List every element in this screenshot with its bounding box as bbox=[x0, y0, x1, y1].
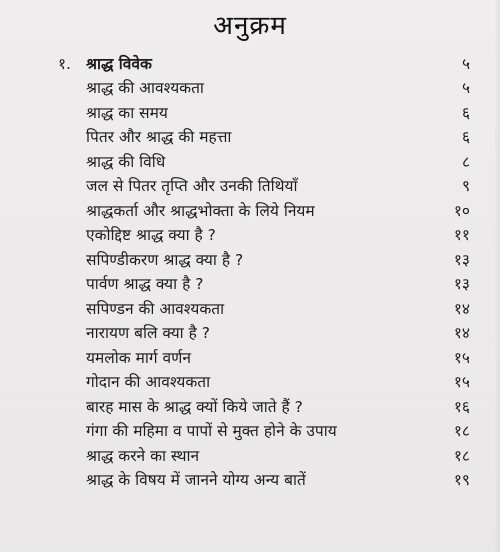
toc-entry bbox=[0, 150, 500, 174]
chapter-page-number: ५ bbox=[461, 55, 470, 73]
toc-entry-label: पार्वण श्राद्ध क्या है ? bbox=[86, 275, 204, 293]
toc-entry bbox=[0, 468, 500, 492]
toc-entry-page: १९ bbox=[453, 471, 470, 489]
toc-entry bbox=[0, 297, 500, 321]
toc-entry bbox=[0, 444, 500, 468]
toc-entry-label: श्राद्ध के विषय में जानने योग्य अन्य बातें bbox=[86, 471, 306, 489]
toc-entry-label: यमलोक मार्ग वर्णन bbox=[86, 348, 191, 367]
toc-entry-label: सपिण्डीकरण श्राद्ध क्या है ? bbox=[86, 250, 244, 269]
toc-entry bbox=[0, 321, 500, 345]
toc-entry-page: ६ bbox=[461, 128, 470, 146]
toc-entry-label: बारह मास के श्राद्ध क्यों किये जाते हैं ? bbox=[86, 397, 303, 416]
chapter-title: श्राद्ध विवेक bbox=[86, 55, 152, 73]
toc-entry-label: गोदान की आवश्यकता bbox=[86, 373, 211, 391]
toc-entry-page: १५ bbox=[453, 348, 470, 367]
toc-entry bbox=[0, 395, 500, 419]
toc-entry bbox=[0, 223, 500, 247]
toc-entry-page: ९ bbox=[461, 177, 470, 195]
toc-entry bbox=[0, 101, 500, 125]
toc-entry-page: १८ bbox=[453, 446, 470, 465]
toc-entry-page: १३ bbox=[453, 275, 470, 293]
toc-entry-label: एकोद्दिष्ट श्राद्ध क्या है ? bbox=[86, 226, 216, 244]
toc-entry-page: ११ bbox=[453, 226, 470, 244]
toc-entry bbox=[0, 248, 500, 272]
toc-entry-page: १८ bbox=[453, 422, 470, 440]
toc-entry-page: १४ bbox=[453, 299, 470, 318]
toc-entry-label: श्राद्ध की विधि bbox=[86, 152, 166, 171]
toc-entry-page: ६ bbox=[461, 103, 470, 122]
toc-entry bbox=[0, 346, 500, 370]
toc-entry-label: पितर और श्राद्ध की महत्ता bbox=[86, 128, 232, 146]
toc-entry-label: श्राद्ध का समय bbox=[86, 103, 168, 122]
toc-entry-label: सपिण्डन की आवश्यकता bbox=[86, 299, 225, 318]
toc-entry-label: गंगा की महिमा व पापों से मुक्त होने के उपाय bbox=[86, 422, 337, 440]
toc-entry-page: १४ bbox=[453, 324, 470, 342]
toc-entry bbox=[0, 76, 500, 100]
toc-entry bbox=[0, 370, 500, 394]
chapter-number: १. bbox=[58, 55, 71, 73]
toc-entry-label: श्राद्ध करने का स्थान bbox=[86, 446, 200, 465]
page-title: अनुक्रम bbox=[213, 11, 287, 41]
page-edge-shadow bbox=[494, 0, 500, 552]
toc-entry bbox=[0, 272, 500, 296]
toc-entry-page: ८ bbox=[461, 152, 470, 171]
toc-entry-page: १६ bbox=[453, 397, 470, 416]
toc-entry bbox=[0, 174, 500, 198]
toc-entry-page: १३ bbox=[453, 250, 470, 269]
toc-entry-label: जल से पितर तृप्ति और उनकी तिथियाँ bbox=[86, 177, 298, 195]
toc-entry bbox=[0, 125, 500, 149]
toc-entry-page: १५ bbox=[453, 373, 470, 391]
toc-entry-label: श्राद्ध की आवश्यकता bbox=[86, 79, 204, 97]
toc-entry bbox=[0, 419, 500, 443]
toc-entry-page: १० bbox=[453, 201, 470, 220]
toc-entry-label: श्राद्धकर्ता और श्राद्धभोक्ता के लिये नियम bbox=[86, 201, 315, 220]
toc-chapter-row bbox=[0, 52, 500, 76]
toc-entry bbox=[0, 199, 500, 223]
toc-entry-page: ५ bbox=[461, 79, 470, 97]
toc-entry-label: नारायण बलि क्या है ? bbox=[86, 324, 211, 342]
